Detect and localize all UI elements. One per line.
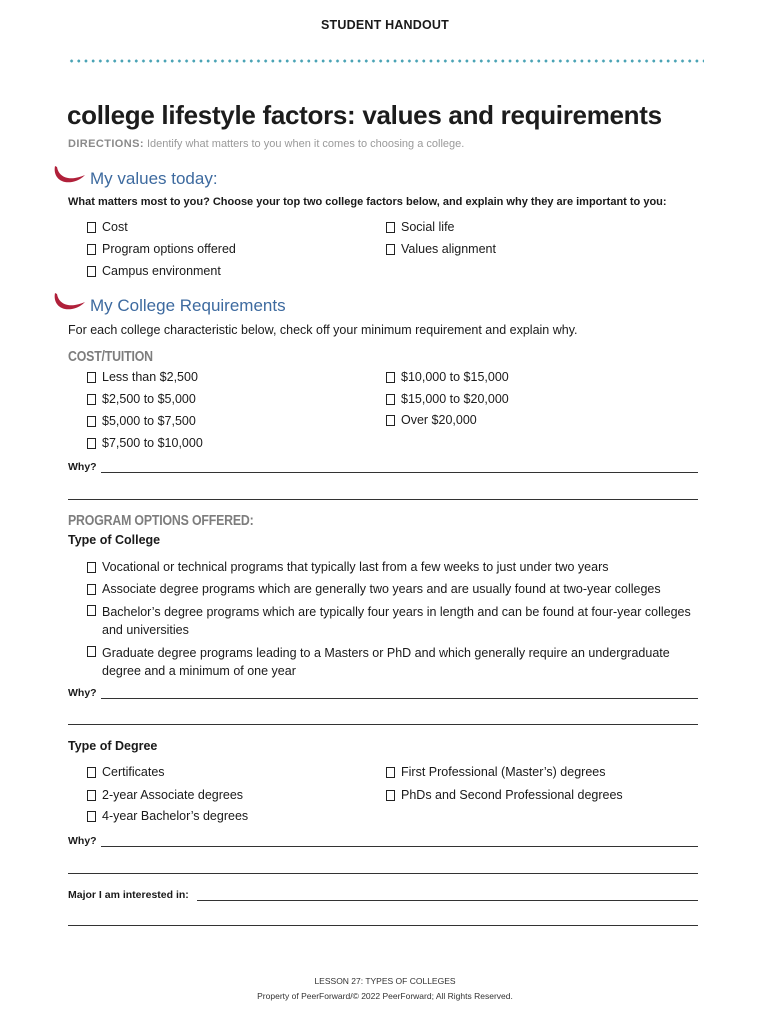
checkbox-box[interactable]	[87, 646, 96, 657]
checkbox-values-alignment[interactable]	[386, 242, 496, 256]
checkbox-social-life[interactable]	[386, 220, 455, 234]
values-prompt: What matters most to you? Choose your top two college factors below, and explain why they are important to you:	[68, 196, 667, 208]
checkbox-label: Over $20,000	[401, 413, 477, 427]
checkbox-label: 2-year Associate degrees	[102, 788, 244, 802]
answer-line[interactable]	[68, 873, 698, 874]
footer-lesson: LESSON 27: TYPES OF COLLEGES	[314, 976, 456, 986]
values-heading: My values today:	[90, 169, 218, 188]
checkbox-cost-option[interactable]	[386, 392, 509, 406]
dotted-divider	[68, 59, 704, 63]
why-label: Why?	[68, 835, 97, 847]
answer-line[interactable]	[101, 689, 698, 699]
footer-copyright: Property of PeerForward/© 2022 PeerForward; All Rights Reserved.	[257, 991, 513, 1001]
checkbox-box[interactable]	[386, 394, 395, 405]
checkbox-label: Campus environment	[102, 264, 221, 278]
answer-line[interactable]	[68, 925, 698, 926]
checkbox-cost-option[interactable]	[87, 392, 196, 406]
checkbox-label: Certificates	[102, 765, 165, 779]
checkbox-label: First Professional (Master’s) degrees	[401, 765, 606, 779]
checkbox-college-type[interactable]	[87, 644, 697, 680]
checkbox-label: $15,000 to $20,000	[401, 392, 509, 406]
directions	[68, 138, 464, 150]
checkbox-box[interactable]	[87, 244, 96, 255]
checkbox-box[interactable]	[87, 266, 96, 277]
checkbox-degree-type[interactable]	[386, 765, 605, 779]
checkbox-box[interactable]	[87, 562, 96, 573]
swoosh-icon	[52, 164, 86, 186]
checkbox-box[interactable]	[386, 415, 395, 426]
page-title: college lifestyle factors: values and requirements	[67, 100, 662, 130]
checkbox-box[interactable]	[87, 790, 96, 801]
checkbox-label: Graduate degree programs leading to a Masters or PhD and which generally require an undergraduate degree and a minimum of one year	[102, 646, 670, 678]
checkbox-box[interactable]	[87, 222, 96, 233]
checkbox-label: Less than $2,500	[102, 370, 198, 384]
degree-why-field[interactable]	[68, 835, 698, 847]
cost-heading: COST/TUITION	[68, 349, 153, 365]
type-of-college-heading: Type of College	[68, 533, 161, 547]
checkbox-box[interactable]	[87, 584, 96, 595]
checkbox-label: 4-year Bachelor’s degrees	[102, 809, 249, 823]
why-label: Why?	[68, 687, 97, 699]
major-label: Major I am interested in:	[68, 889, 189, 901]
checkbox-degree-type[interactable]	[87, 809, 248, 823]
checkbox-college-type[interactable]	[87, 582, 661, 596]
checkbox-college-type[interactable]	[87, 603, 697, 639]
checkbox-degree-type[interactable]	[386, 788, 623, 802]
checkbox-box[interactable]	[386, 372, 395, 383]
checkbox-program-options[interactable]	[87, 242, 236, 256]
answer-line[interactable]	[68, 499, 698, 500]
checkbox-box[interactable]	[386, 244, 395, 255]
program-heading: PROGRAM OPTIONS OFFERED:	[68, 513, 254, 529]
checkbox-box[interactable]	[386, 767, 395, 778]
checkbox-label: PhDs and Second Professional degrees	[401, 788, 623, 802]
directions-label: DIRECTIONS:	[68, 138, 144, 150]
checkbox-label: Values alignment	[401, 242, 496, 256]
why-label: Why?	[68, 461, 97, 473]
checkbox-cost-option[interactable]	[386, 370, 509, 384]
checkbox-degree-type[interactable]	[87, 788, 243, 802]
checkbox-label: Cost	[102, 220, 128, 234]
checkbox-cost-option[interactable]	[87, 370, 198, 384]
checkbox-degree-type[interactable]	[87, 765, 165, 779]
handout-label: STUDENT HANDOUT	[321, 18, 449, 32]
checkbox-label: Associate degree programs which are generally two years and are usually found at two-year colleges	[102, 582, 661, 596]
checkbox-campus-environment[interactable]	[87, 264, 221, 278]
checkbox-label: Social life	[401, 220, 455, 234]
requirements-prompt: For each college characteristic below, check off your minimum requirement and explain why.	[68, 323, 578, 337]
requirements-heading: My College Requirements	[90, 296, 286, 315]
directions-text: Identify what matters to you when it comes to choosing a college.	[143, 138, 465, 150]
checkbox-box[interactable]	[87, 605, 96, 616]
checkbox-label: Vocational or technical programs that typically last from a few weeks to just under two years	[102, 560, 609, 574]
checkbox-box[interactable]	[87, 372, 96, 383]
checkbox-cost-option[interactable]	[386, 413, 477, 427]
checkbox-label: Bachelor’s degree programs which are typically four years in length and can be found at four-year colleges and universities	[102, 605, 691, 637]
checkbox-label: $10,000 to $15,000	[401, 370, 509, 384]
checkbox-box[interactable]	[87, 811, 96, 822]
answer-line[interactable]	[101, 837, 698, 847]
checkbox-box[interactable]	[87, 394, 96, 405]
checkbox-label: $5,000 to $7,500	[102, 414, 196, 428]
swoosh-icon	[52, 291, 86, 313]
major-field[interactable]	[68, 889, 698, 901]
checkbox-label: Program options offered	[102, 242, 236, 256]
checkbox-box[interactable]	[386, 222, 395, 233]
answer-line[interactable]	[197, 891, 698, 901]
college-why-field[interactable]	[68, 687, 698, 699]
checkbox-cost[interactable]	[87, 220, 128, 234]
checkbox-box[interactable]	[87, 416, 96, 427]
cost-why-field[interactable]	[68, 461, 698, 473]
checkbox-box[interactable]	[87, 767, 96, 778]
checkbox-college-type[interactable]	[87, 560, 608, 574]
type-of-degree-heading: Type of Degree	[68, 739, 158, 753]
checkbox-box[interactable]	[87, 438, 96, 449]
answer-line[interactable]	[101, 463, 698, 473]
checkbox-cost-option[interactable]	[87, 414, 196, 428]
checkbox-box[interactable]	[386, 790, 395, 801]
checkbox-label: $2,500 to $5,000	[102, 392, 196, 406]
checkbox-label: $7,500 to $10,000	[102, 436, 203, 450]
checkbox-cost-option[interactable]	[87, 436, 203, 450]
answer-line[interactable]	[68, 724, 698, 725]
